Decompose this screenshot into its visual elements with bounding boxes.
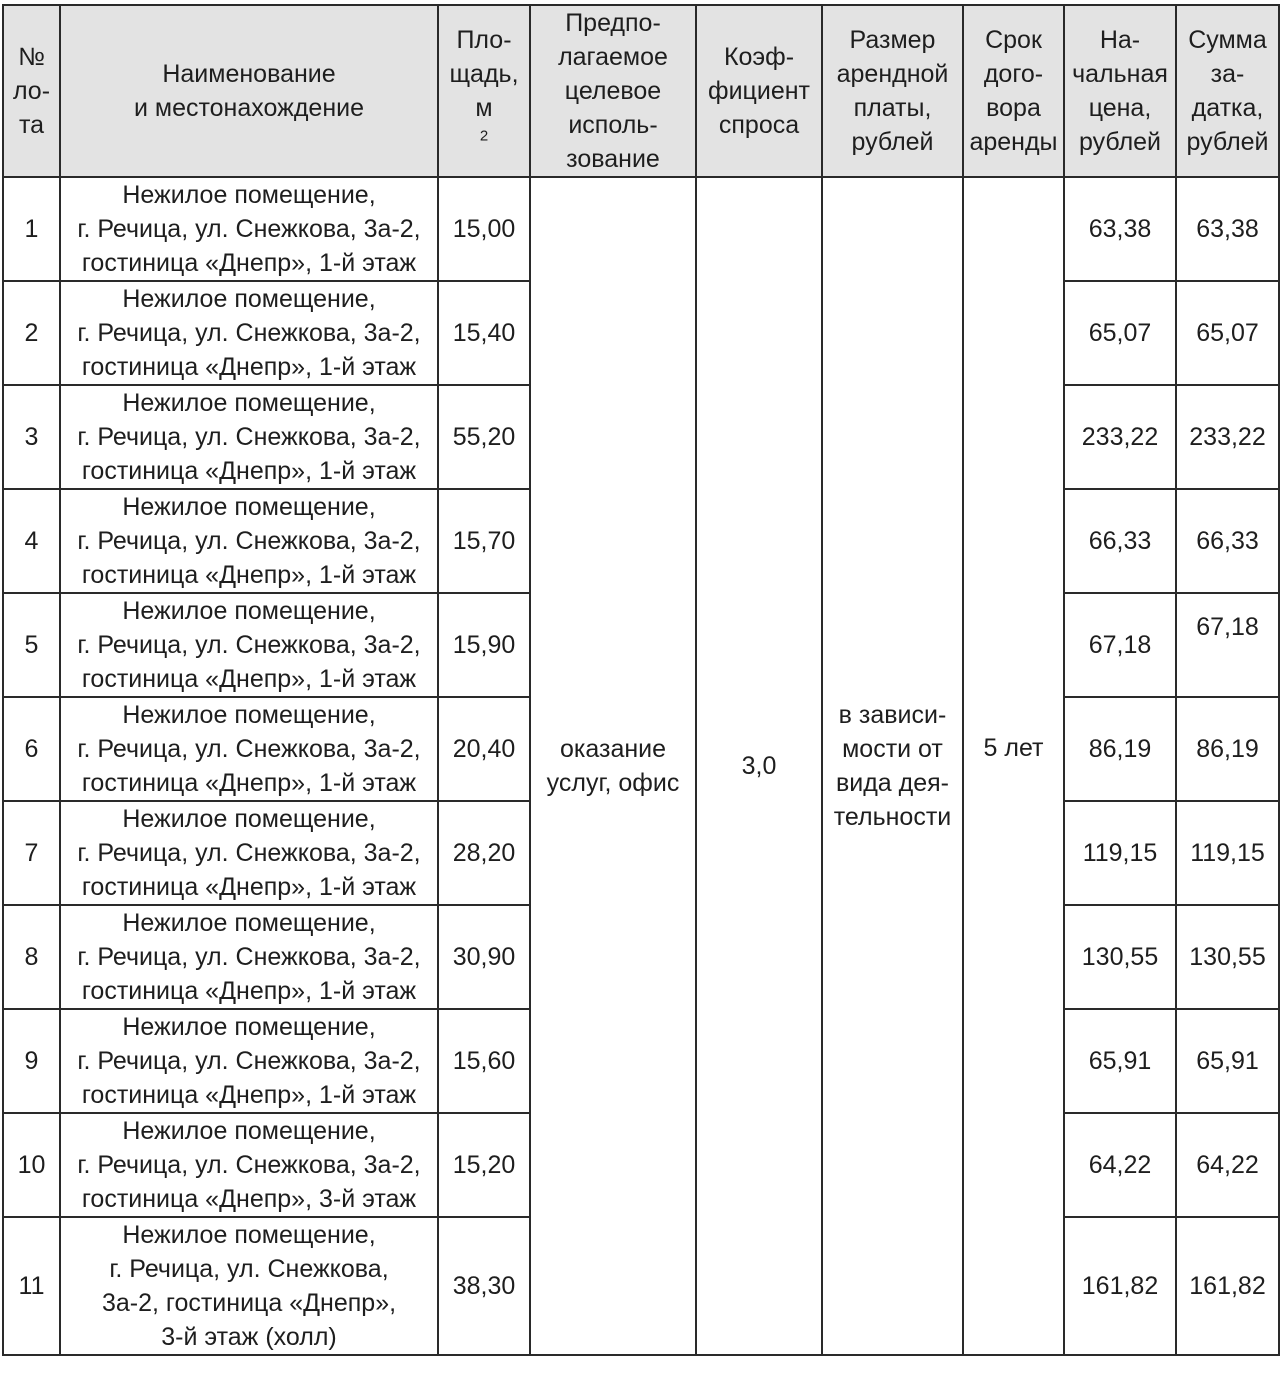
lot-area: 55,20 <box>438 385 530 489</box>
lot-number: 8 <box>3 905 60 1009</box>
lot-initial-price: 66,33 <box>1064 489 1176 593</box>
lot-number: 6 <box>3 697 60 801</box>
lot-initial-price: 130,55 <box>1064 905 1176 1009</box>
lot-name: Нежилое помещение, г. Речица, ул. Снежкова, 3а-2, гостиница «Днепр», 1-й этаж <box>60 177 438 281</box>
lot-deposit: 65,91 <box>1176 1009 1279 1113</box>
lot-number: 1 <box>3 177 60 281</box>
intended-use: оказание услуг, офис <box>530 177 696 1355</box>
header-demand-coefficient: Коэф- фициент спроса <box>696 5 822 177</box>
lot-name: Нежилое помещение, г. Речица, ул. Снежкова, 3а-2, гостиница «Днепр», 1-й этаж <box>60 593 438 697</box>
lot-deposit: 161,82 <box>1176 1217 1279 1355</box>
lot-name: Нежилое помещение, г. Речица, ул. Снежкова, 3а-2, гостиница «Днепр», 3-й этаж <box>60 1113 438 1217</box>
lot-name: Нежилое помещение, г. Речица, ул. Снежкова, 3а-2, гостиница «Днепр», 1-й этаж <box>60 489 438 593</box>
lot-initial-price: 161,82 <box>1064 1217 1176 1355</box>
lot-name: Нежилое помещение, г. Речица, ул. Снежкова, 3а-2, гостиница «Днепр», 3-й этаж (холл) <box>60 1217 438 1355</box>
lot-initial-price: 67,18 <box>1064 593 1176 697</box>
header-name-location: Наименование и местонахождение <box>60 5 438 177</box>
header-area: Пло- щадь, м $^2$ <box>438 5 530 177</box>
header-initial-price: На- чальная цена, рублей <box>1064 5 1176 177</box>
lot-initial-price: 233,22 <box>1064 385 1176 489</box>
lot-name: Нежилое помещение, г. Речица, ул. Снежкова, 3а-2, гостиница «Днепр», 1-й этаж <box>60 697 438 801</box>
lot-number: 11 <box>3 1217 60 1355</box>
lot-name: Нежилое помещение, г. Речица, ул. Снежкова, 3а-2, гостиница «Днепр», 1-й этаж <box>60 385 438 489</box>
lot-deposit: 233,22 <box>1176 385 1279 489</box>
lot-initial-price: 119,15 <box>1064 801 1176 905</box>
lot-initial-price: 64,22 <box>1064 1113 1176 1217</box>
lot-number: 10 <box>3 1113 60 1217</box>
lot-name: Нежилое помещение, г. Речица, ул. Снежкова, 3а-2, гостиница «Днепр», 1-й этаж <box>60 281 438 385</box>
lot-deposit: 130,55 <box>1176 905 1279 1009</box>
lot-deposit: 64,22 <box>1176 1113 1279 1217</box>
lot-area: 15,00 <box>438 177 530 281</box>
lot-deposit: 65,07 <box>1176 281 1279 385</box>
lot-area: 20,40 <box>438 697 530 801</box>
lot-name: Нежилое помещение, г. Речица, ул. Снежкова, 3а-2, гостиница «Днепр», 1-й этаж <box>60 905 438 1009</box>
lot-area: 30,90 <box>438 905 530 1009</box>
lot-number: 5 <box>3 593 60 697</box>
lot-number: 9 <box>3 1009 60 1113</box>
lot-area: 28,20 <box>438 801 530 905</box>
lot-initial-price: 65,07 <box>1064 281 1176 385</box>
header-deposit: Сумма за- датка, рублей <box>1176 5 1279 177</box>
header-lease-term: Срок дого- вора аренды <box>963 5 1064 177</box>
lot-name: Нежилое помещение, г. Речица, ул. Снежкова, 3а-2, гостиница «Днепр», 1-й этаж <box>60 801 438 905</box>
lot-initial-price: 65,91 <box>1064 1009 1176 1113</box>
lot-initial-price: 63,38 <box>1064 177 1176 281</box>
lot-number: 3 <box>3 385 60 489</box>
demand-coefficient: 3,0 <box>696 177 822 1355</box>
table-row <box>3 177 1279 281</box>
lot-number: 7 <box>3 801 60 905</box>
lot-name: Нежилое помещение, г. Речица, ул. Снежкова, 3а-2, гостиница «Днепр», 1-й этаж <box>60 1009 438 1113</box>
lots-table <box>2 4 1280 1356</box>
header-row <box>3 5 1279 177</box>
lot-initial-price: 86,19 <box>1064 697 1176 801</box>
lot-area: 15,40 <box>438 281 530 385</box>
lot-area: 15,90 <box>438 593 530 697</box>
lot-area: 15,70 <box>438 489 530 593</box>
lease-term: 5 лет <box>963 177 1064 1355</box>
header-intended-use: Предпо- лагаемое целевое исполь- зование <box>530 5 696 177</box>
lot-deposit: 119,15 <box>1176 801 1279 905</box>
rent-amount: в зависи- мости от вида дея- тельности <box>822 177 963 1355</box>
lot-deposit: 63,38 <box>1176 177 1279 281</box>
lot-number: 2 <box>3 281 60 385</box>
lot-area: 15,60 <box>438 1009 530 1113</box>
lot-area: 15,20 <box>438 1113 530 1217</box>
lot-deposit: 66,33 <box>1176 489 1279 593</box>
header-rent-amount: Размер арендной платы, рублей <box>822 5 963 177</box>
lot-number: 4 <box>3 489 60 593</box>
lot-deposit: 67,18 <box>1176 593 1279 697</box>
lot-area: 38,30 <box>438 1217 530 1355</box>
lot-deposit: 86,19 <box>1176 697 1279 801</box>
header-lot-number: № ло- та <box>3 5 60 177</box>
